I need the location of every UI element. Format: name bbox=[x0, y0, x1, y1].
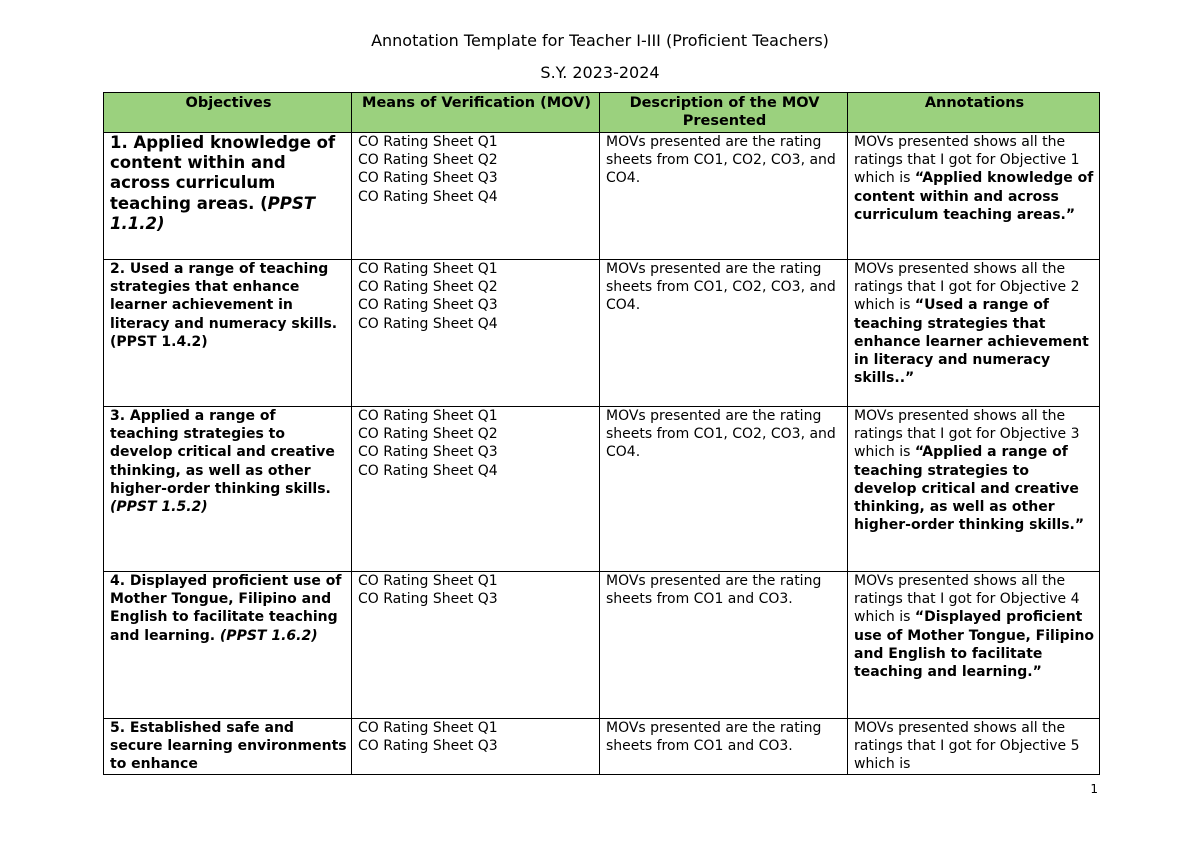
objective-text: 3. Applied a range of teaching strategies to develop critical and creative thinking, as well as other higher-order thinking skills. bbox=[110, 408, 335, 497]
objective-text: 1. Applied knowledge of content within and across curriculum teaching areas. ( bbox=[110, 133, 336, 213]
annotation-intro: MOVs presented shows all the ratings that I got for Objective 1 which is bbox=[854, 134, 1080, 187]
table-row bbox=[104, 260, 1100, 407]
column-header-objectives: Objectives bbox=[104, 93, 352, 133]
table-row bbox=[104, 133, 1100, 260]
mov-item: CO Rating Sheet Q3 bbox=[358, 444, 498, 461]
mov-item: CO Rating Sheet Q4 bbox=[358, 188, 498, 205]
mov-item: CO Rating Sheet Q3 bbox=[358, 170, 498, 187]
annotation-intro: MOVs presented shows all the ratings that I got for Objective 4 which is bbox=[854, 573, 1080, 626]
description-cell: MOVs presented are the rating sheets from CO1 and CO3. bbox=[600, 719, 848, 775]
objective-text: 2. Used a range of teaching strategies that enhance learner achievement in literacy and numeracy skills. (PPST 1.4.2) bbox=[110, 261, 338, 350]
annotation-intro: MOVs presented shows all the ratings that I got for Objective 5 which is bbox=[854, 720, 1080, 773]
table-header-row bbox=[104, 93, 1100, 133]
description-cell: MOVs presented are the rating sheets from CO1, CO2, CO3, and CO4. bbox=[600, 407, 848, 572]
mov-item: CO Rating Sheet Q1 bbox=[358, 134, 498, 150]
mov-cell bbox=[352, 260, 600, 407]
mov-item: CO Rating Sheet Q2 bbox=[358, 279, 498, 296]
mov-item: CO Rating Sheet Q3 bbox=[358, 297, 498, 314]
mov-item: CO Rating Sheet Q3 bbox=[358, 591, 498, 608]
mov-cell bbox=[352, 133, 600, 260]
mov-item: CO Rating Sheet Q2 bbox=[358, 426, 498, 443]
description-cell: MOVs presented are the rating sheets from CO1, CO2, CO3, and CO4. bbox=[600, 260, 848, 407]
objective-cell bbox=[104, 572, 352, 719]
table-row bbox=[104, 719, 1100, 775]
objective-cell bbox=[104, 133, 352, 260]
description-cell: MOVs presented are the rating sheets from CO1, CO2, CO3, and CO4. bbox=[600, 133, 848, 260]
mov-item: CO Rating Sheet Q4 bbox=[358, 315, 498, 332]
annotation-quote: “Displayed proficient use of Mother Tongue, Filipino and English to facilitate teaching and learning.” bbox=[854, 609, 1095, 681]
mov-cell bbox=[352, 719, 600, 775]
mov-cell bbox=[352, 572, 600, 719]
mov-item: CO Rating Sheet Q1 bbox=[358, 573, 498, 589]
objective-text: 5. Established safe and secure learning environments to enhance bbox=[110, 720, 347, 773]
school-year: S.Y. 2023-2024 bbox=[540, 63, 660, 82]
annotation-quote: “Applied knowledge of content within and across curriculum teaching areas.” bbox=[854, 170, 1094, 223]
objective-cell bbox=[104, 407, 352, 572]
mov-item: CO Rating Sheet Q4 bbox=[358, 462, 498, 479]
mov-item: CO Rating Sheet Q3 bbox=[358, 738, 498, 755]
mov-cell bbox=[352, 407, 600, 572]
objective-ref: PPST 1.1.2) bbox=[110, 193, 315, 233]
annotation-cell bbox=[848, 719, 1100, 775]
table-row bbox=[104, 572, 1100, 719]
page-number: 1 bbox=[1090, 782, 1098, 796]
annotation-cell bbox=[848, 133, 1100, 260]
objective-cell bbox=[104, 719, 352, 775]
objective-cell bbox=[104, 260, 352, 407]
mov-item: CO Rating Sheet Q2 bbox=[358, 152, 498, 169]
table-row bbox=[104, 407, 1100, 572]
column-header-mov: Means of Verification (MOV) bbox=[352, 93, 600, 133]
annotation-table bbox=[103, 92, 1100, 775]
mov-item: CO Rating Sheet Q1 bbox=[358, 408, 498, 424]
mov-item: CO Rating Sheet Q1 bbox=[358, 720, 498, 736]
annotation-cell bbox=[848, 260, 1100, 407]
annotation-intro: MOVs presented shows all the ratings that I got for Objective 3 which is bbox=[854, 408, 1080, 461]
objective-ref: (PPST 1.5.2) bbox=[110, 499, 208, 516]
description-cell: MOVs presented are the rating sheets from CO1 and CO3. bbox=[600, 572, 848, 719]
objective-ref: (PPST 1.6.2) bbox=[219, 627, 318, 644]
mov-item: CO Rating Sheet Q1 bbox=[358, 261, 498, 277]
annotation-cell bbox=[848, 572, 1100, 719]
column-header-annotations: Annotations bbox=[848, 93, 1100, 133]
column-header-description: Description of the MOV Presented bbox=[600, 93, 848, 133]
objective-text: 4. Displayed proficient use of Mother Tongue, Filipino and English to facilitate teaching and learning. bbox=[110, 573, 342, 644]
annotation-quote: “Applied a range of teaching strategies to develop critical and creative thinking, as well as other higher-order thinking skills.” bbox=[854, 444, 1085, 534]
annotation-intro: MOVs presented shows all the ratings that I got for Objective 2 which is bbox=[854, 261, 1080, 314]
document-title: Annotation Template for Teacher I-III (Proficient Teachers) bbox=[371, 31, 829, 50]
annotation-cell bbox=[848, 407, 1100, 572]
annotation-quote: “Used a range of teaching strategies that enhance learner achievement in literacy and numeracy skills..” bbox=[854, 297, 1089, 387]
